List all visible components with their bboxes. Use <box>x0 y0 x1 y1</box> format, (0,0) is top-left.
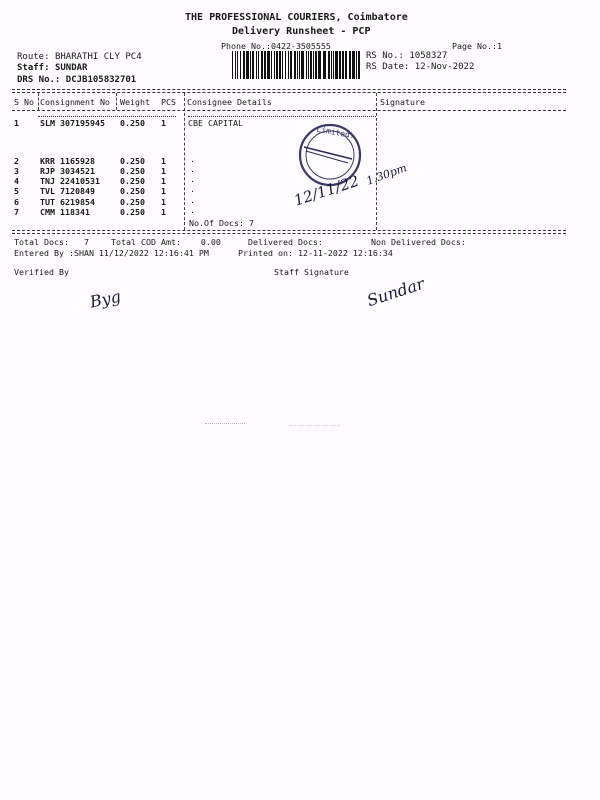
row-consignee: . <box>190 154 195 164</box>
barcode-bar <box>232 51 233 79</box>
col-header-pcs: PCS <box>161 97 176 107</box>
barcode-bar <box>299 51 300 79</box>
entered-by-label: Entered By : <box>14 248 74 258</box>
total-docs-label: Total Docs: <box>14 237 69 247</box>
row-pcs: 1 <box>161 197 166 207</box>
barcode-bar <box>313 51 314 79</box>
entered-by-value: SHAN 11/12/2022 12:16:41 PM <box>73 248 209 258</box>
row-consignment: SLM 307195945 <box>40 118 105 128</box>
delivered-docs-label: Delivered Docs: <box>248 237 323 247</box>
row-consignment: TNJ 22410531 <box>40 176 100 186</box>
row-weight: 0.250 <box>120 166 145 176</box>
total-docs <box>14 237 89 247</box>
total-cod-label: Total COD Amt: <box>111 237 181 247</box>
barcode-bar <box>288 51 289 79</box>
row-consignee: CBE CAPITAL <box>188 118 243 128</box>
barcode-bar <box>294 51 296 79</box>
staff-signature-label: Staff Signature <box>274 267 349 277</box>
scan-artifact <box>290 425 340 426</box>
row-sno: 2 <box>14 156 19 166</box>
row-weight: 0.250 <box>120 186 145 196</box>
barcode-bar <box>237 51 238 79</box>
phone-label: Phone No.: <box>221 41 271 51</box>
no-of-docs-value: 7 <box>248 218 254 228</box>
total-docs-value: 7 <box>83 237 89 247</box>
barcode-bar <box>250 51 251 79</box>
rs-date-line <box>366 62 474 72</box>
table-header-rule <box>12 110 566 111</box>
printed-on <box>238 248 393 258</box>
barcode-bar <box>276 51 278 79</box>
route-line <box>17 52 142 62</box>
staff-label: Staff: <box>17 63 50 73</box>
barcode-bar <box>282 51 283 79</box>
row-weight: 0.250 <box>120 197 145 207</box>
barcode-bar <box>339 51 341 79</box>
drs-line <box>17 75 136 85</box>
phone-number: 0422-3505555 <box>270 41 331 51</box>
page-number: 1 <box>496 41 502 51</box>
page-label: Page No.: <box>452 41 497 51</box>
row-weight: 0.250 <box>120 176 145 186</box>
non-delivered-docs-label: Non Delivered Docs: <box>371 237 466 247</box>
company-stamp <box>282 117 409 210</box>
row-consignment: CMM 118341 <box>40 207 90 217</box>
rs-no-value: 1058327 <box>409 51 448 61</box>
drs-label: DRS No.: <box>17 75 61 85</box>
drs-value: DCJB105832701 <box>65 75 137 85</box>
row-consignment: TVL 7120849 <box>40 186 95 196</box>
barcode-bar <box>308 51 309 79</box>
total-cod-value: 0.00 <box>200 237 221 247</box>
barcode-bar <box>264 51 266 79</box>
verified-by-label: Verified By <box>14 267 69 277</box>
company-name: THE PROFESSIONAL COURIERS, Coimbatore <box>185 12 408 23</box>
barcode-bar <box>356 51 357 79</box>
row-sno: 6 <box>14 197 19 207</box>
row-consignment: RJP 3034521 <box>40 166 95 176</box>
row-underline <box>38 116 176 117</box>
barcode-bar <box>274 51 275 79</box>
barcode-bar <box>297 51 298 79</box>
rs-date-label: RS Date: <box>366 62 410 72</box>
row-sno: 3 <box>14 166 19 176</box>
barcode-bar <box>331 51 332 79</box>
summary-top-rule-2 <box>12 233 566 234</box>
row-pcs: 1 <box>161 207 166 217</box>
barcode-bar <box>333 51 334 79</box>
staff-value: SUNDAR <box>54 63 88 73</box>
route-value: BHARATHI CLY PC4 <box>54 52 142 62</box>
rs-no-label: RS No.: <box>366 51 404 61</box>
printed-on-label: Printed on: <box>238 248 293 258</box>
rs-no-line <box>366 51 447 61</box>
staff-signature <box>364 270 434 311</box>
barcode-bar <box>306 51 307 79</box>
col-header-signature: Signature <box>380 97 425 107</box>
no-of-docs <box>189 218 254 228</box>
col-header-consignment: Consignment No <box>40 97 110 107</box>
barcode-bar <box>256 51 257 79</box>
row-pcs: 1 <box>161 176 166 186</box>
barcode-bar <box>358 51 360 79</box>
verifier-signature-text: Byg <box>88 286 123 312</box>
row-weight: 0.250 <box>120 156 145 166</box>
barcode-bar <box>285 51 286 79</box>
total-cod <box>111 237 221 247</box>
route-label: Route: <box>17 52 50 62</box>
barcode-bar <box>252 51 254 79</box>
row-sno: 1 <box>14 118 19 128</box>
barcode-bar <box>243 51 245 79</box>
barcode-bar <box>267 51 270 79</box>
barcode-bar <box>342 51 344 79</box>
barcode-bar <box>279 51 281 79</box>
row-weight: 0.250 <box>120 118 145 128</box>
row-consignee: . <box>190 205 195 215</box>
row-pcs: 1 <box>161 156 166 166</box>
phone-line <box>221 41 331 51</box>
barcode-bar <box>310 51 312 79</box>
stamp-text: Limited. <box>315 124 356 141</box>
row-consignee: . <box>190 195 195 205</box>
col-header-sno: S No <box>14 97 34 107</box>
summary-top-rule <box>12 230 566 231</box>
table-top-rule-2 <box>12 92 566 93</box>
barcode-bar <box>301 51 304 79</box>
row-consignee: . <box>190 174 195 184</box>
row-pcs: 1 <box>161 166 166 176</box>
barcode-bar <box>345 51 347 79</box>
row-consignee: . <box>190 164 195 174</box>
row-pcs: 1 <box>161 118 166 128</box>
staff-line <box>17 63 87 73</box>
barcode-bar <box>323 51 326 79</box>
barcode-bar <box>328 51 330 79</box>
barcode-bar <box>315 51 317 79</box>
col-header-consignee: Consignee Details <box>187 97 272 107</box>
row-sno: 7 <box>14 207 19 217</box>
handwritten-date: 12/11/22 <box>291 171 362 210</box>
entered-by <box>14 248 209 258</box>
scan-artifact <box>205 423 245 424</box>
barcode-bar <box>290 51 292 79</box>
printed-on-value: 12-11-2022 12:16:34 <box>297 248 393 258</box>
barcode-bar <box>258 51 259 79</box>
staff-signature-text: Sundar <box>364 273 427 311</box>
barcode-bar <box>246 51 249 79</box>
barcode-bar <box>271 51 272 79</box>
handwritten-time: 1.30pm <box>364 161 409 188</box>
verifier-signature <box>88 280 138 314</box>
barcode-image <box>232 51 360 79</box>
col-header-weight: Weight <box>120 97 150 107</box>
barcode-bar <box>318 51 321 79</box>
barcode-bar <box>235 51 236 79</box>
barcode-bar <box>261 51 263 79</box>
row-sno: 5 <box>14 186 19 196</box>
col-divider <box>184 93 185 230</box>
table-top-rule <box>12 89 566 90</box>
row-pcs: 1 <box>161 186 166 196</box>
col-divider <box>116 93 117 110</box>
barcode-bar <box>349 51 351 79</box>
rs-date-value: 12-Nov-2022 <box>414 62 475 72</box>
row-consignee: . <box>190 184 195 194</box>
document-title: Delivery Runsheet - PCP <box>232 26 371 37</box>
no-of-docs-label: No.Of Docs: <box>189 218 244 228</box>
barcode-bar <box>240 51 241 79</box>
barcode-bar <box>335 51 338 79</box>
row-weight: 0.250 <box>120 207 145 217</box>
row-consignment: TUT 6219854 <box>40 197 95 207</box>
barcode-bar <box>352 51 355 79</box>
col-divider <box>38 93 39 110</box>
page-number-line <box>452 41 502 51</box>
row-consignment: KRR 1165928 <box>40 156 95 166</box>
row-sno: 4 <box>14 176 19 186</box>
